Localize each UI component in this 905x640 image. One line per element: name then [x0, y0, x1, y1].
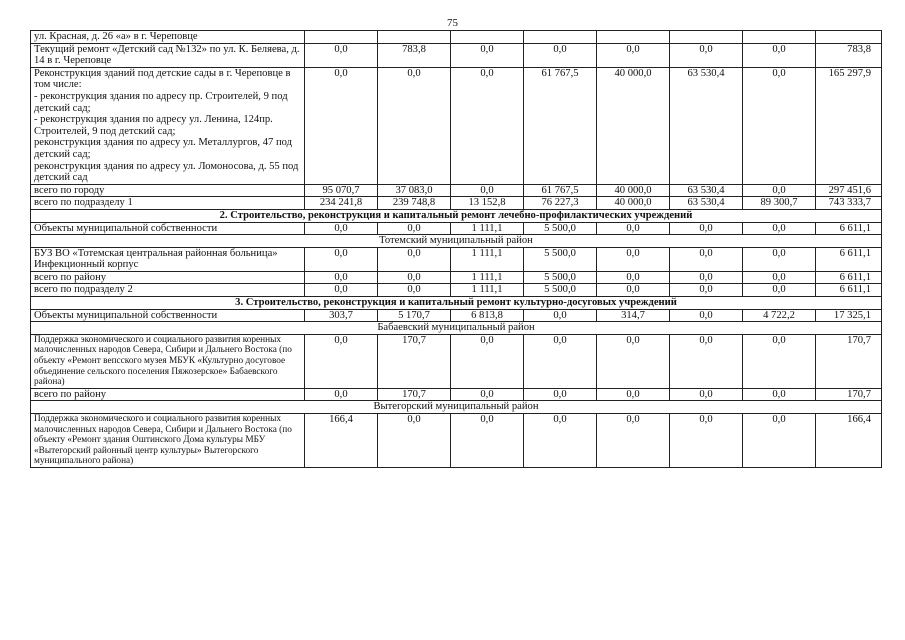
row-label: Объекты муниципальной собственности	[31, 222, 305, 235]
value-cell: 0,0	[451, 334, 524, 388]
value-cell: 61 767,5	[524, 184, 597, 197]
value-cell: 0,0	[305, 247, 378, 271]
value-cell: 0,0	[670, 222, 743, 235]
table-row	[31, 414, 882, 468]
value-cell: 40 000,0	[597, 67, 670, 184]
value-cell: 0,0	[524, 334, 597, 388]
row-label: всего по району	[31, 271, 305, 284]
value-cell: 0,0	[305, 334, 378, 388]
value-cell: 0,0	[743, 222, 816, 235]
value-cell: 0,0	[743, 271, 816, 284]
value-cell: 234 241,8	[305, 197, 378, 210]
value-cell: 239 748,8	[378, 197, 451, 210]
value-cell: 783,8	[378, 43, 451, 67]
value-cell: 0,0	[743, 43, 816, 67]
value-cell: 0,0	[743, 388, 816, 401]
value-cell: 17 325,1	[816, 309, 882, 322]
value-cell: 37 083,0	[378, 184, 451, 197]
value-cell: 0,0	[378, 67, 451, 184]
value-cell: 0,0	[378, 247, 451, 271]
district-header-row	[31, 401, 882, 414]
value-cell: 0,0	[597, 43, 670, 67]
value-cell: 40 000,0	[597, 184, 670, 197]
value-cell: 76 227,3	[524, 197, 597, 210]
value-cell: 0,0	[524, 43, 597, 67]
value-cell: 0,0	[305, 67, 378, 184]
value-cell: 89 300,7	[743, 197, 816, 210]
value-cell: 0,0	[524, 388, 597, 401]
value-cell: 165 297,9	[816, 67, 882, 184]
row-label: Объекты муниципальной собственности	[31, 309, 305, 322]
value-cell: 0,0	[670, 271, 743, 284]
table-row	[31, 67, 882, 184]
row-label: БУЗ ВО «Тотемская центральная районная больница» Инфекционный корпус	[31, 247, 305, 271]
table-row	[31, 309, 882, 322]
value-cell: 0,0	[451, 67, 524, 184]
value-cell: 0,0	[670, 414, 743, 468]
section-header-row	[31, 209, 882, 222]
value-cell	[743, 31, 816, 44]
table-row	[31, 388, 882, 401]
value-cell: 0,0	[743, 67, 816, 184]
value-cell: 13 152,8	[451, 197, 524, 210]
value-cell	[670, 31, 743, 44]
value-cell: 6 611,1	[816, 247, 882, 271]
value-cell: 0,0	[743, 334, 816, 388]
row-label: Реконструкция зданий под детские сады в г. Череповце в том числе: - реконструкция здания по адресу пр. Строителей, 9 под детский сад; - реконструкция здания по адресу ул. Ленина, 124пр. Строителей, 9 под детский сад; реконструкция здания по адресу ул. Металлургов, 47 под детский сад; реконструкция здания по адресу ул. Ломоносова, д. 55 под детский сад	[31, 67, 305, 184]
value-cell: 0,0	[597, 222, 670, 235]
value-cell: 0,0	[743, 247, 816, 271]
section-title: 2. Строительство, реконструкция и капитальный ремонт лечебно-профилактических учреждений	[31, 209, 882, 222]
value-cell: 0,0	[597, 271, 670, 284]
value-cell: 0,0	[670, 247, 743, 271]
value-cell: 1 111,1	[451, 284, 524, 297]
value-cell: 297 451,6	[816, 184, 882, 197]
value-cell: 0,0	[524, 309, 597, 322]
value-cell: 0,0	[597, 247, 670, 271]
table-row	[31, 271, 882, 284]
row-label: Поддержка экономического и социального развития коренных малочисленных народов Севера, Сибири и Дальнего Востока (по объекту «Ремонт здания Оштинского Дома культуры МБУ «Вытегорский районный центр культуры» Вытегорского муниципального района)	[31, 414, 305, 468]
value-cell: 0,0	[451, 184, 524, 197]
value-cell: 0,0	[451, 43, 524, 67]
table-row	[31, 31, 882, 44]
value-cell	[378, 31, 451, 44]
value-cell: 170,7	[816, 334, 882, 388]
value-cell: 0,0	[670, 43, 743, 67]
value-cell: 0,0	[743, 284, 816, 297]
value-cell: 0,0	[670, 309, 743, 322]
value-cell: 0,0	[597, 284, 670, 297]
value-cell: 0,0	[305, 43, 378, 67]
value-cell: 4 722,2	[743, 309, 816, 322]
value-cell: 5 500,0	[524, 271, 597, 284]
value-cell: 0,0	[597, 334, 670, 388]
value-cell: 0,0	[451, 388, 524, 401]
table-row	[31, 43, 882, 67]
value-cell: 0,0	[305, 222, 378, 235]
row-label: ул. Красная, д. 26 «а» в г. Череповце	[31, 31, 305, 44]
value-cell: 0,0	[378, 414, 451, 468]
district-title: Тотемский муниципальный район	[31, 235, 882, 248]
value-cell: 0,0	[305, 271, 378, 284]
funding-table	[30, 30, 882, 468]
value-cell: 783,8	[816, 43, 882, 67]
value-cell: 166,4	[305, 414, 378, 468]
value-cell: 0,0	[378, 284, 451, 297]
value-cell	[597, 31, 670, 44]
value-cell: 0,0	[597, 388, 670, 401]
row-label: Текущий ремонт «Детский сад №132» по ул. К. Беляева, д. 14 в г. Череповце	[31, 43, 305, 67]
table-row	[31, 222, 882, 235]
value-cell: 6 611,1	[816, 271, 882, 284]
table-body	[31, 31, 882, 468]
value-cell	[524, 31, 597, 44]
table-row	[31, 247, 882, 271]
value-cell: 0,0	[305, 388, 378, 401]
row-label: всего по подразделу 1	[31, 197, 305, 210]
value-cell: 0,0	[451, 414, 524, 468]
value-cell: 0,0	[743, 414, 816, 468]
value-cell: 5 500,0	[524, 247, 597, 271]
table-row	[31, 334, 882, 388]
district-title: Вытегорский муниципальный район	[31, 401, 882, 414]
value-cell: 0,0	[743, 184, 816, 197]
value-cell: 1 111,1	[451, 222, 524, 235]
section-title: 3. Строительство, реконструкция и капитальный ремонт культурно-досуговых учреждений	[31, 297, 882, 310]
value-cell: 170,7	[816, 388, 882, 401]
value-cell: 314,7	[597, 309, 670, 322]
row-label: Поддержка экономического и социального развития коренных малочисленных народов Севера, Сибири и Дальнего Востока (по объекту «Ремонт вепсского музея МБУК «Культурно досуговое объединение сельского поселения Пяжозерское» Бабаевского района)	[31, 334, 305, 388]
value-cell: 170,7	[378, 334, 451, 388]
value-cell: 6 813,8	[451, 309, 524, 322]
section-header-row	[31, 297, 882, 310]
value-cell: 0,0	[524, 414, 597, 468]
table-row	[31, 197, 882, 210]
value-cell: 170,7	[378, 388, 451, 401]
value-cell: 0,0	[378, 222, 451, 235]
district-header-row	[31, 235, 882, 248]
value-cell: 63 530,4	[670, 184, 743, 197]
value-cell: 5 500,0	[524, 284, 597, 297]
district-title: Бабаевский муниципальный район	[31, 322, 882, 335]
value-cell	[816, 31, 882, 44]
value-cell: 0,0	[305, 284, 378, 297]
value-cell: 0,0	[670, 388, 743, 401]
value-cell: 303,7	[305, 309, 378, 322]
value-cell: 0,0	[670, 334, 743, 388]
value-cell: 40 000,0	[597, 197, 670, 210]
value-cell: 166,4	[816, 414, 882, 468]
district-header-row	[31, 322, 882, 335]
row-label: всего по подразделу 2	[31, 284, 305, 297]
value-cell: 5 170,7	[378, 309, 451, 322]
value-cell	[451, 31, 524, 44]
value-cell: 61 767,5	[524, 67, 597, 184]
value-cell: 63 530,4	[670, 197, 743, 210]
value-cell: 95 070,7	[305, 184, 378, 197]
row-label: всего по району	[31, 388, 305, 401]
table-row	[31, 184, 882, 197]
value-cell: 0,0	[670, 284, 743, 297]
value-cell: 5 500,0	[524, 222, 597, 235]
value-cell: 1 111,1	[451, 247, 524, 271]
value-cell	[305, 31, 378, 44]
value-cell: 0,0	[597, 414, 670, 468]
value-cell: 6 611,1	[816, 222, 882, 235]
value-cell: 6 611,1	[816, 284, 882, 297]
value-cell: 63 530,4	[670, 67, 743, 184]
value-cell: 743 333,7	[816, 197, 882, 210]
row-label: всего по городу	[31, 184, 305, 197]
value-cell: 0,0	[378, 271, 451, 284]
table-row	[31, 284, 882, 297]
value-cell: 1 111,1	[451, 271, 524, 284]
page-number: 75	[447, 17, 458, 29]
